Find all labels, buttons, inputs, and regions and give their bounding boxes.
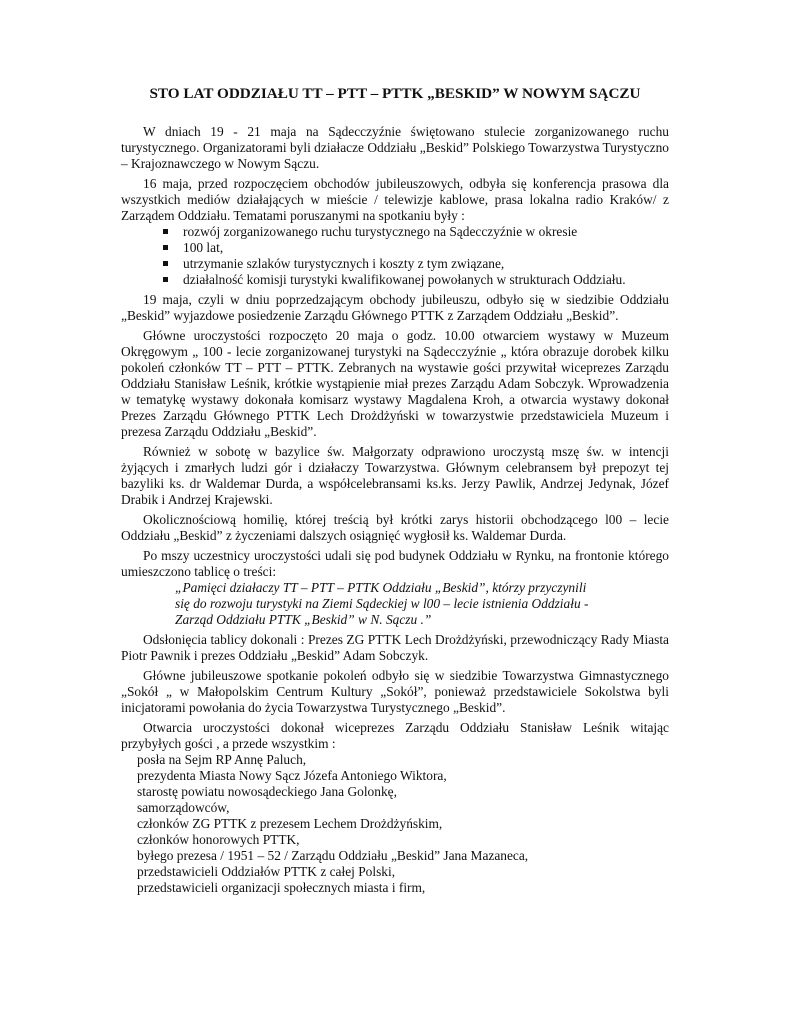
list-item: byłego prezesa / 1951 – 52 / Zarządu Oddziału „Beskid” Jana Mazaneca, xyxy=(137,848,529,863)
quote-line: Zarząd Oddziału PTTK „Beskid” w N. Sączu .” xyxy=(175,612,432,627)
paragraph-press-conference: 16 maja, przed rozpoczęciem obchodów jubileuszowych, odbyła się konferencja prasowa dla wszystkich mediów działających w mieście / telewizje kablowe, prasa lokalna radio Kraków/ z Zarządem Oddziału. Tematami poruszanymi na spotkaniu były : xyxy=(121,176,669,223)
list-item: posła na Sejm RP Annę Paluch, xyxy=(137,752,307,767)
paragraph-board-meeting: 19 maja, czyli w dniu poprzedzającym obchody jubileuszu, odbyło się w siedzibie Oddziału „Beskid” wyjazdowe posiedzenie Zarządu Głównego PTTK z Zarządem Oddziału „Beskid”. xyxy=(121,292,669,323)
list-item: członków honorowych PTTK, xyxy=(137,832,300,847)
list-item: rozwój zorganizowanego ruchu turystycznego na Sądecczyźnie w okresie xyxy=(161,224,669,240)
paragraph-intro: W dniach 19 - 21 maja na Sądecczyźnie świętowano stulecie zorganizowanego ruchu turystycznego. Organizatorami byli działacze Oddziału „Beskid” Polskiego Towarzystwa Turystyczno – Krajoznawczego w Nowym Sączu. xyxy=(121,124,669,171)
quote-line: „Pamięci działaczy TT – PTT – PTTK Oddziału „Beskid”, którzy przyczynili xyxy=(175,580,587,595)
page-title: STO LAT ODDZIAŁU TT – PTT – PTTK „BESKID” W NOWYM SĄCZU xyxy=(149,85,641,102)
paragraph-sokol: Główne jubileuszowe spotkanie pokoleń odbyło się w siedzibie Towarzystwa Gimnastycznego „Sokół „ w Małopolskim Centrum Kultury „Sokół”, ponieważ przedstawiciele Sokolstwa byli inicjatorami powołania do życia Towarzystwa Turystycznego „Beskid”. xyxy=(121,668,669,715)
paragraph-unveiling: Odsłonięcia tablicy dokonali : Prezes ZG PTTK Lech Drożdżyński, przewodniczący Rady Miasta Piotr Pawnik i prezes Oddziału „Beskid” Adam Sobczyk. xyxy=(121,632,669,663)
paragraph-mass: Również w sobotę w bazylice św. Małgorzaty odprawiono uroczystą mszę św. w intencji żyjących i zmarłych ludzi gór i działaczy Towarzystwa. Głównym celebransem był prepozyt tej bazyliki ks. dr Waldemar Durda, a współcelebransami ks.ks. Jerzy Pawlik, Andrzej Jedynak, Józef Drabik i Andrzej Krajewski. xyxy=(121,444,669,507)
list-item: 100 lat, xyxy=(161,240,669,256)
guests-list xyxy=(121,752,669,896)
paragraph-opening: Otwarcia uroczystości dokonał wiceprezes Zarządu Oddziału Stanisław Leśnik witając przybyłych gości , a przede wszystkim : xyxy=(121,720,669,751)
document-page xyxy=(121,86,669,896)
list-item: członków ZG PTTK z prezesem Lechem Drożdżyńskim, xyxy=(137,816,443,831)
paragraph-homily: Okolicznościową homilię, której treścią był krótki zarys historii obchodzącego l00 – lecie Oddziału „Beskid” z życzeniami dalszych osiągnięć wygłosił ks. Waldemar Durda. xyxy=(121,512,669,543)
topics-list xyxy=(121,224,669,288)
list-item: przedstawicieli organizacji społecznych miasta i firm, xyxy=(137,880,426,895)
list-item: starostę powiatu nowosądeckiego Jana Golonkę, xyxy=(137,784,397,799)
list-item: działalność komisji turystyki kwalifikowanej powołanych w strukturach Oddziału. xyxy=(161,272,669,288)
list-item: prezydenta Miasta Nowy Sącz Józefa Antoniego Wiktora, xyxy=(137,768,447,783)
paragraph-plaque: Po mszy uczestnicy uroczystości udali się pod budynek Oddziału w Rynku, na frontonie którego umieszczono tablicę o treści: xyxy=(121,548,669,579)
paragraph-exhibition: Główne uroczystości rozpoczęto 20 maja o godz. 10.00 otwarciem wystawy w Muzeum Okręgowym „ 100 - lecie zorganizowanej turystyki na Sądecczyźnie „ która obrazuje dorobek kilku pokoleń członków TT – PTT – PTTK. Zebranych na wystawie gości przywitał wiceprezes Zarządu Oddziału Stanisław Leśnik, krótkie wystąpienie miał prezes Zarządu Adam Sobczyk. Wprowadzenia w tematykę wystawy dokonała komisarz wystawy Magdalena Kroh, a otwarcia wystawy dokonał Prezes Zarządu Głównego PTTK Lech Drożdżyński w towarzystwie przedstawiciela Muzeum i prezesa Zarządu Oddziału „Beskid”. xyxy=(121,328,669,439)
quote-line: się do rozwoju turystyki na Ziemi Sądeckiej w l00 – lecie istnienia Oddziału - xyxy=(175,596,589,611)
list-item: przedstawicieli Oddziałów PTTK z całej Polski, xyxy=(137,864,396,879)
plaque-inscription xyxy=(175,580,669,628)
list-item: samorządowców, xyxy=(137,800,230,815)
list-item: utrzymanie szlaków turystycznych i koszty z tym związane, xyxy=(161,256,669,272)
